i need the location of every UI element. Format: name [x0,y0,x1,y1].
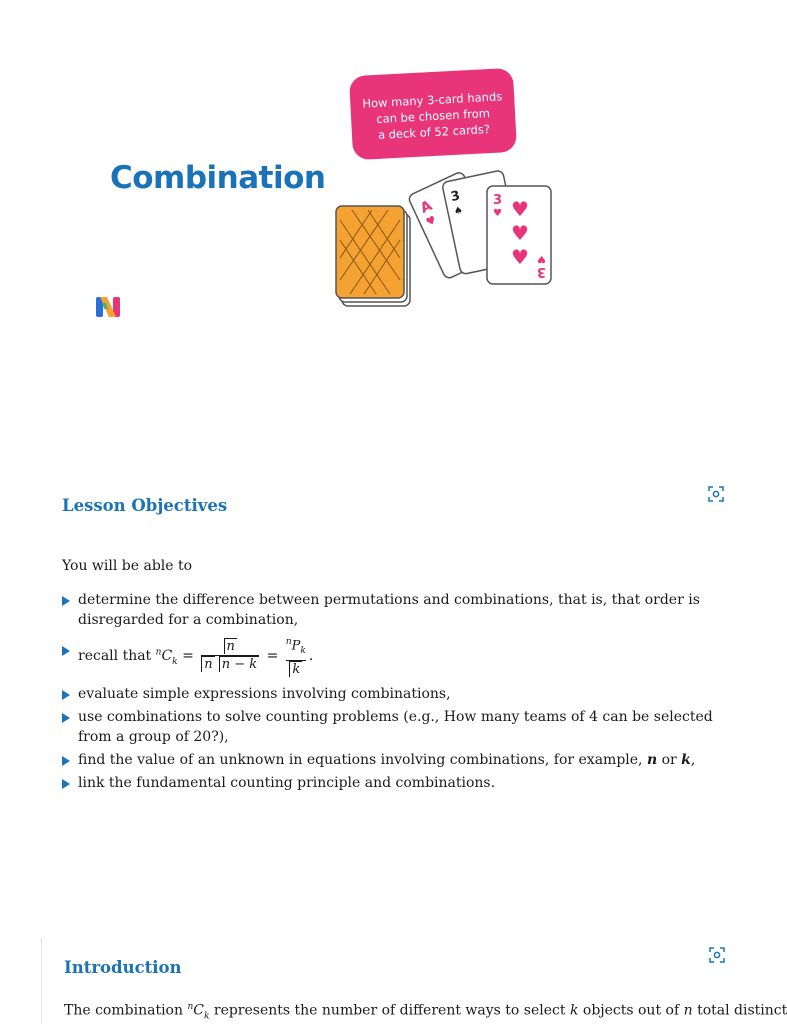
introduction-heading: Introduction [64,958,182,977]
three-rank: 3 [449,188,462,205]
svg-text:♥: ♥ [511,245,529,269]
bullet-triangle-icon [62,596,70,606]
objectives-heading: Lesson Objectives [62,496,228,515]
bubble-line: How many 3-card hands [361,89,503,111]
three-rank: 3 [493,193,503,208]
objectives-list [62,590,722,796]
list-item: recall that $^nC_k$ = $\frac{n}{\text{n n − k}}$ = $\frac{^nP_k}{k}$ . [62,634,722,678]
svg-text:♥: ♥ [537,253,546,264]
focus-icon[interactable] [708,946,726,964]
bullet-triangle-icon [62,646,70,656]
ace-rank: A [418,197,435,217]
bubble-line: can be chosen from [375,106,491,126]
svg-text:♥: ♥ [423,213,439,230]
fraction: $\frac{^nP_k}{k}$ [285,637,306,677]
card-three-hearts [487,186,551,284]
fraction: $\frac{n}{\text{n n − k}}$ [201,638,259,673]
card-deck-back [336,206,410,306]
bullet-triangle-icon [62,713,70,723]
cards-illustration [330,168,560,313]
list-item: evaluate simple expressions involving combinations, [62,684,722,704]
formula: $^nC_k$ = $\frac{n}{\text{n n − k}}$ = $\frac{^nP_k}{k}$ . [156,648,314,664]
svg-text:♠: ♠ [452,205,465,218]
svg-text:♥: ♥ [511,197,529,221]
bullet-triangle-icon [62,779,70,789]
list-item: find the value of an unknown in equations involving combinations, for example, n or k, [62,750,722,770]
list-item: use combinations to solve counting problems (e.g., How many teams of 4 can be selected from a group of 20?), [62,707,722,747]
bullet-triangle-icon [62,690,70,700]
focus-icon[interactable] [707,485,725,503]
svg-text:♥: ♥ [493,208,502,219]
introduction-text: The combination $^nC_k$ represents the number of different ways to select k objects out of n total distinct [64,1002,787,1022]
svg-text:♥: ♥ [511,221,529,245]
bullet-triangle-icon [62,756,70,766]
bubble-line: a deck of 52 cards? [377,122,491,142]
logo-icon [94,293,122,321]
three-rank-inverted: 3 [536,264,546,279]
question-bubble [349,68,517,160]
section-divider [41,938,42,1024]
list-item: determine the difference between permutations and combinations, that is, that order is disregarded for a combination, [62,590,722,630]
list-item: link the fundamental counting principle and combinations. [62,773,722,793]
page-title: Combination [110,160,326,196]
objectives-lead: You will be able to [62,558,193,574]
